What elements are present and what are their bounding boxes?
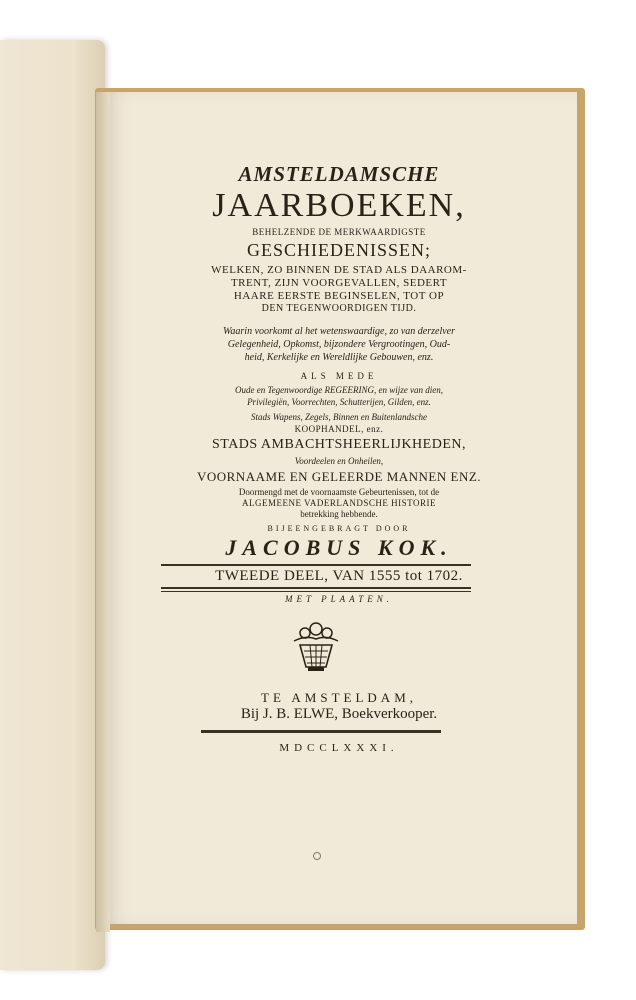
- title-line-4: HAARE EERSTE BEGINSELEN, TOT OP: [233, 290, 445, 302]
- title-line-18: ALGEMEENE VADERLANDSCHE HISTORIE: [241, 498, 436, 508]
- title-line-10: Oude en Tegenwoordige REGEERING, en wijze van dien,: [234, 385, 444, 395]
- title-line-19: betrekking hebbende.: [300, 509, 378, 519]
- heading-jaarboeken: JAARBOEKEN,: [212, 187, 466, 224]
- rule-mid: [161, 587, 471, 589]
- volume-line: TWEEDE DEEL, VAN 1555 tot 1702.: [215, 568, 463, 584]
- title-line-13: KOOPHANDEL, enz.: [294, 424, 384, 434]
- flower-basket-icon: [286, 617, 346, 677]
- title-line-5: DEN TEGENWOORDIGEN TIJD.: [261, 303, 417, 314]
- title-line-20: BIJEENGEBRAGT DOOR: [267, 524, 411, 533]
- rule-top: [161, 564, 471, 566]
- title-line-9: ALS MEDE: [300, 371, 378, 381]
- rule-mid-thin: [161, 591, 471, 592]
- author-name: JACOBUS KOK.: [225, 535, 453, 560]
- page-dot: [313, 852, 321, 860]
- title-line-1: BEHELZENDE DE MERKWAARDIGSTE: [252, 227, 426, 237]
- place-line: TE AMSTELDAM,: [261, 690, 417, 705]
- year-line: MDCCLXXXI.: [279, 742, 399, 754]
- title-page-text: [101, 92, 577, 924]
- title-line-17: Doormengd met de voornaamste Gebeurtenissen, tot de: [238, 487, 440, 497]
- title-line-15: Voordeelen en Onheilen,: [294, 456, 384, 466]
- title-line-16: VOORNAAME EN GELEERDE MANNEN ENZ.: [196, 469, 482, 484]
- title-line-6: Waarin voorkomt al het wetenswaardige, zo van derzelver: [222, 326, 455, 337]
- title-line-7: Gelegenheid, Opkomst, bijzondere Vergrootingen, Oud-: [227, 339, 451, 350]
- title-line-11: Privilegiën, Voorrechten, Schutterijen, Gilden, enz.: [247, 397, 431, 407]
- plates-line: MET PLAATEN.: [284, 594, 393, 604]
- left-page: [0, 40, 105, 970]
- title-line-8: heid, Kerkelijke en Wereldlijke Gebouwen, enz.: [244, 352, 434, 363]
- title-line-12: Stads Wapens, Zegels, Binnen en Buitenlandsche: [251, 412, 427, 422]
- title-line-3: TRENT, ZIJN VOORGEVALLEN, SEDERT: [230, 277, 448, 289]
- title-line-14: STADS AMBACHTSHEERLIJKHEDEN,: [211, 437, 466, 452]
- publisher-line: Bij J. B. ELWE, Boekverkooper.: [240, 706, 438, 722]
- heading-amsteldamsche: AMSTELDAMSCHE: [238, 162, 440, 186]
- rule-bottom: [201, 730, 441, 733]
- title-line-2: WELKEN, ZO BINNEN DE STAD ALS DAAROM-: [211, 264, 467, 276]
- heading-geschiedenissen: GESCHIEDENISSEN;: [246, 240, 431, 260]
